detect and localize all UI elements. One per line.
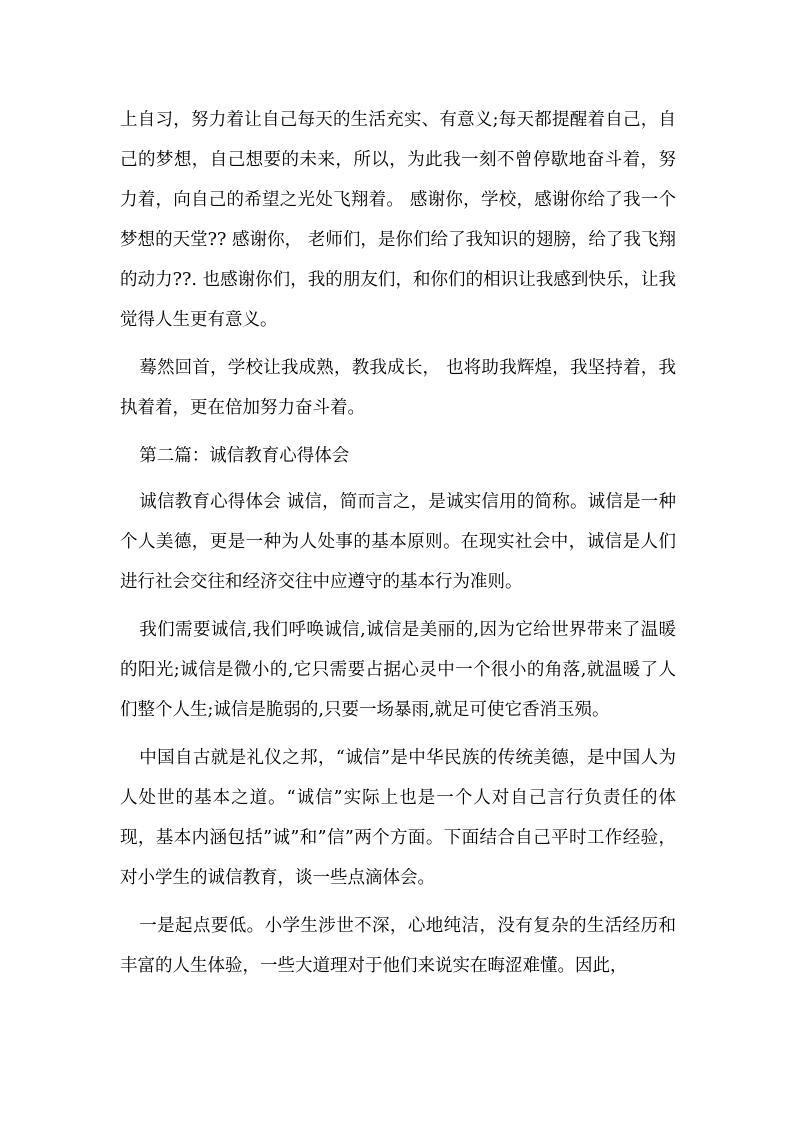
paragraph-1: 上自习，努力着让自己每天的生活充实、有意义;每天都提醒着自己，自己的梦想，自己想要的未来，所以，为此我一刻不曾停歇地奋斗着，努力着，向自己的希望之光处飞翔着。 感谢你，学校，感谢你给了我一个梦想的天堂?? 感谢你， 老师们，是你们给了我知识的翅膀，给了我飞翔的动力??. 也感谢你们，我的朋友们，和你们的相识让我感到快乐，让我觉得人生更有意义。	[120, 110, 676, 330]
document-body	[120, 100, 676, 994]
section-heading: 第二篇：诚信教育心得体会	[139, 446, 350, 466]
paragraph-3: 诚信教育心得体会 诚信，简而言之，是诚实信用的简称。诚信是一种个人美德，更是一种为人处事的基本原则。在现实社会中，诚信是人们进行社会交往和经济交往中应遵守的基本行为准则。	[120, 492, 676, 592]
paragraph-5: 中国自古就是礼仪之邦，“诚信”是中华民族的传统美德，是中国人为人处世的基本之道。“诚信”实际上也是一个人对自己言行负责任的体现，基本内涵包括”诚”和”信”两个方面。下面结合自己平时工作经验，对小学生的诚信教育，谈一些点滴体会。	[120, 748, 676, 888]
paragraph-4: 我们需要诚信,我们呼唤诚信,诚信是美丽的,因为它给世界带来了温暖的阳光;诚信是微小的,它只需要占据心灵中一个很小的角落,就温暖了人们整个人生;诚信是脆弱的,只要一场暴雨,就足可使它香消玉殒。	[120, 620, 676, 720]
paragraph-6: 一是起点要低。小学生涉世不深，心地纯洁，没有复杂的生活经历和丰富的人生体验，一些大道理对于他们来说实在晦涩难懂。因此，	[120, 916, 676, 976]
paragraph-2: 蓦然回首，学校让我成熟，教我成长， 也将助我辉煌，我坚持着，我执着着，更在倍加努力奋斗着。	[120, 358, 676, 418]
